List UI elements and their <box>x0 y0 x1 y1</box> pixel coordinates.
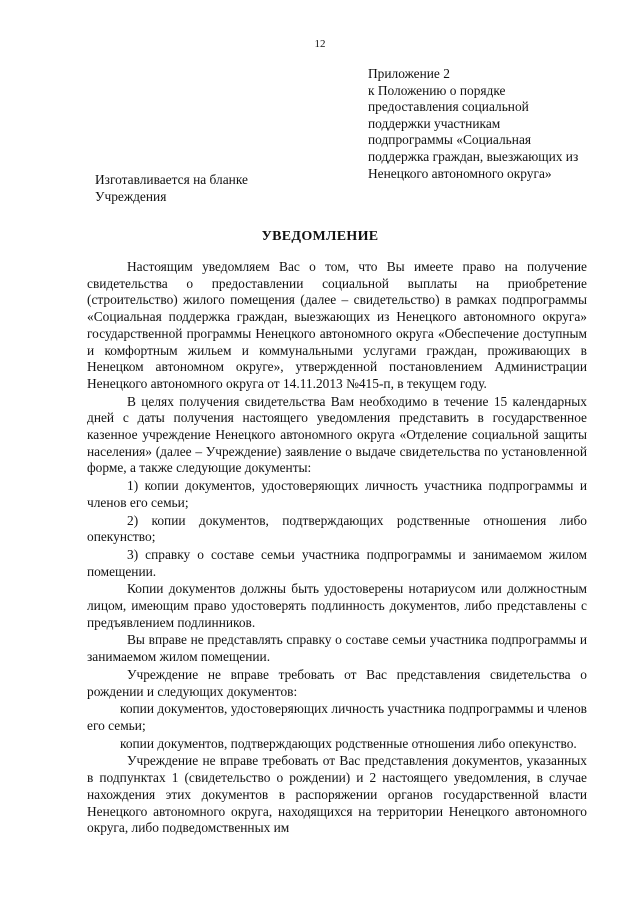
list-item: 2) копии документов, подтверждающих родственные отношения либо опекунство; <box>87 512 587 545</box>
blank-note <box>95 172 248 205</box>
document-body <box>87 259 587 838</box>
appendix-line: поддержка граждан, выезжающих из <box>368 148 579 164</box>
appendix-line: подпрограммы «Социальная <box>368 132 532 148</box>
appendix-line: поддержки участникам <box>368 115 501 131</box>
paragraph: Копии документов должны быть удостоверены нотариусом или должностным лицом, имеющим право удостоверять подлинность документов, либо представлены с предъявлением подлинников. <box>87 581 587 630</box>
appendix-line: Приложение 2 <box>368 66 450 81</box>
list-item: 1) копии документов, удостоверяющих личность участника подпрограммы и членов его семьи; <box>87 478 587 510</box>
blank-note-line: Учреждения <box>95 188 167 204</box>
blank-note-line: Изготавливается на бланке <box>95 172 248 187</box>
list-item: копии документов, удостоверяющих личность участника подпрограммы и членов его семьи; <box>87 701 587 733</box>
appendix-header <box>368 66 618 182</box>
paragraph: В целях получения свидетельства Вам необходимо в течение 15 календарных дней с даты получения настоящего уведомления представить в государственное казенное учреждение Ненецкого автономного округа «Отделение социальной защиты населения» (далее – Учреждение) заявление о выдаче свидетельства по установленной форме, а также следующие документы: <box>87 393 587 476</box>
appendix-line: к Положению о порядке <box>368 82 506 98</box>
paragraph: Учреждение не вправе требовать от Вас представления свидетельства о рождении и следующих документов: <box>87 666 587 699</box>
page-number: 12 <box>314 38 326 50</box>
document-title: УВЕДОМЛЕНИЕ <box>261 229 379 244</box>
paragraph: Вы вправе не представлять справку о составе семьи участника подпрограммы и занимаемом жилом помещении. <box>87 632 587 665</box>
paragraph: Учреждение не вправе требовать от Вас представления документов, указанных в подпунктах 1 (свидетельство о рождении) и 2 настоящего уведомления, в случае нахождения этих документов в распоряжении органов государственной власти Ненецкого автономного округа, находящихся на территории Ненецкого автономного округа, либо подведомственных им <box>87 753 587 836</box>
list-item: 3) справку о составе семьи участника подпрограммы и занимаемом жилом помещении. <box>87 546 587 579</box>
appendix-line: предоставления социальной <box>368 99 529 115</box>
paragraph: Настоящим уведомляем Вас о том, что Вы имеете право на получение свидетельства о предоставлении социальной выплаты на приобретение (строительство) жилого помещения (далее – свидетельство) в рамках подпрограммы «Социальная поддержка граждан, выезжающих из Ненецкого автономного округа» государственной программы Ненецкого автономного округа «Обеспечение доступным и комфортным жильем и коммунальными услугами граждан, проживающих в Ненецком автономном округе», утвержденной постановлением Администрации Ненецкого автономного округа от 14.11.2013 №415-п, в текущем году. <box>87 259 587 391</box>
appendix-line: Ненецкого автономного округа» <box>368 165 552 181</box>
list-item: копии документов, подтверждающих родственные отношения либо опекунство. <box>120 735 577 751</box>
